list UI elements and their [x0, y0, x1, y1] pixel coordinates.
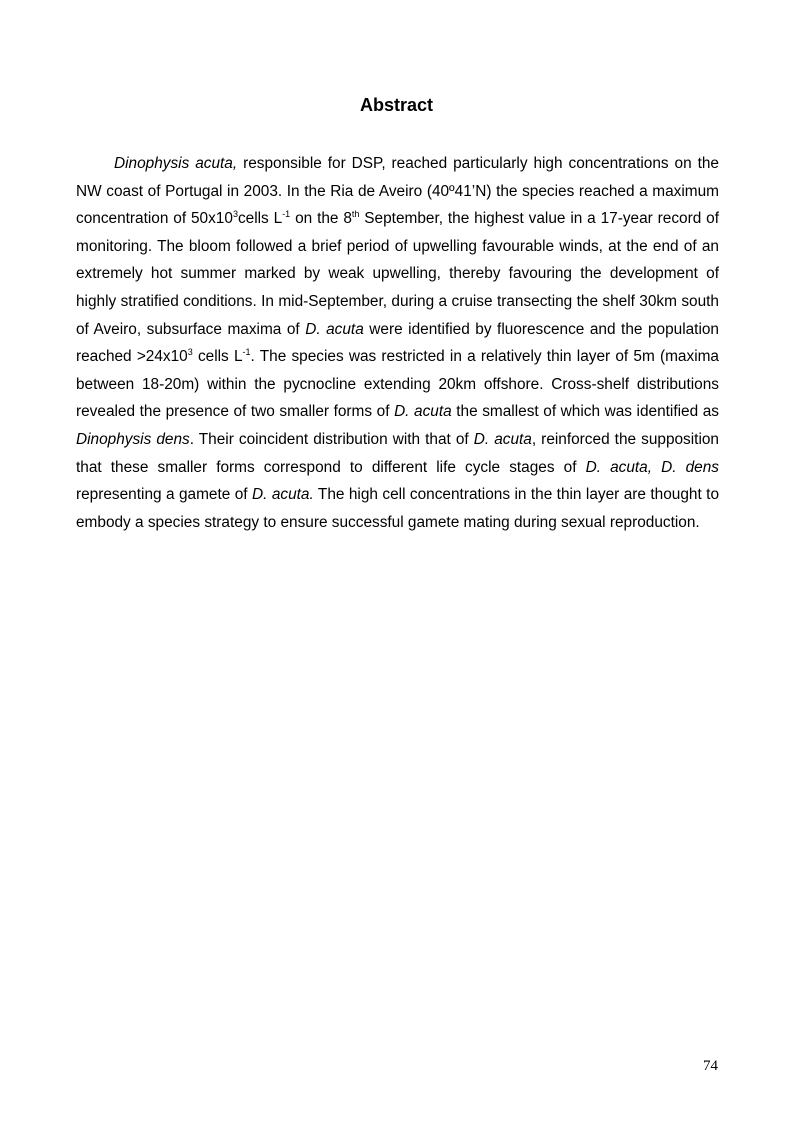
italic-run: D. acuta.	[252, 486, 314, 504]
page-title: Abstract	[359, 95, 434, 115]
italic-run: D. acuta	[473, 430, 532, 448]
text-run: The high cell concentrations in the thin layer are thought to embody a species strategy to ensure successful gamete mating during sexual reproduction.	[76, 486, 719, 531]
abstract-text	[76, 155, 719, 531]
text-run: were identified by fluorescence and the population reached >24x10	[76, 320, 719, 366]
superscript-run: th	[351, 209, 360, 220]
italic-run: D. acuta	[394, 403, 452, 421]
text-run: September, the highest value in a 17-year record of monitoring. The bloom followed a brief period of upwelling favourable winds, at the end of an extremely hot summer marked by weak upwelling, thereby favouring the development of highly stratified conditions. In mid-September, during a cruise transecting the shelf 30km south of Aveiro, subsurface maxima of	[76, 210, 720, 338]
text-run: responsible for DSP, reached particularly high concentrations on the NW coast of Portugal in 2003. In the Ria de Aveiro (40º41’N) the species reached a maximum concentration of 50x10	[76, 155, 719, 228]
text-run: on the 8	[290, 210, 352, 228]
text-run: , reinforced the supposition that these smaller forms correspond to different life cycle stages of	[76, 430, 719, 476]
text-run: the smallest of which was identified as	[451, 403, 719, 421]
italic-run: Dinophysis acuta,	[114, 155, 238, 172]
italic-run: Dinophysis dens	[76, 430, 190, 448]
superscript-run: 3	[232, 209, 238, 220]
page-number: 74	[703, 1058, 718, 1074]
text-run: cells L	[237, 210, 283, 228]
text-run: cells L	[192, 348, 243, 366]
text-run: . The species was restricted in a relatively thin layer of 5m (maxima between 18-20m) within the pycnocline extending 20km offshore. Cross-shelf distributions revealed the presence of two smaller forms of	[76, 348, 719, 421]
superscript-run: 3	[187, 347, 193, 358]
superscript-run: -1	[242, 347, 251, 358]
italic-run: D. acuta, D. dens	[585, 458, 719, 476]
superscript-run: -1	[282, 209, 291, 220]
text-run: representing a gamete of	[76, 486, 253, 504]
italic-run: D. acuta	[305, 320, 364, 338]
text-run: . Their coincident distribution with that of	[189, 430, 474, 448]
abstract-paragraph	[76, 150, 719, 536]
